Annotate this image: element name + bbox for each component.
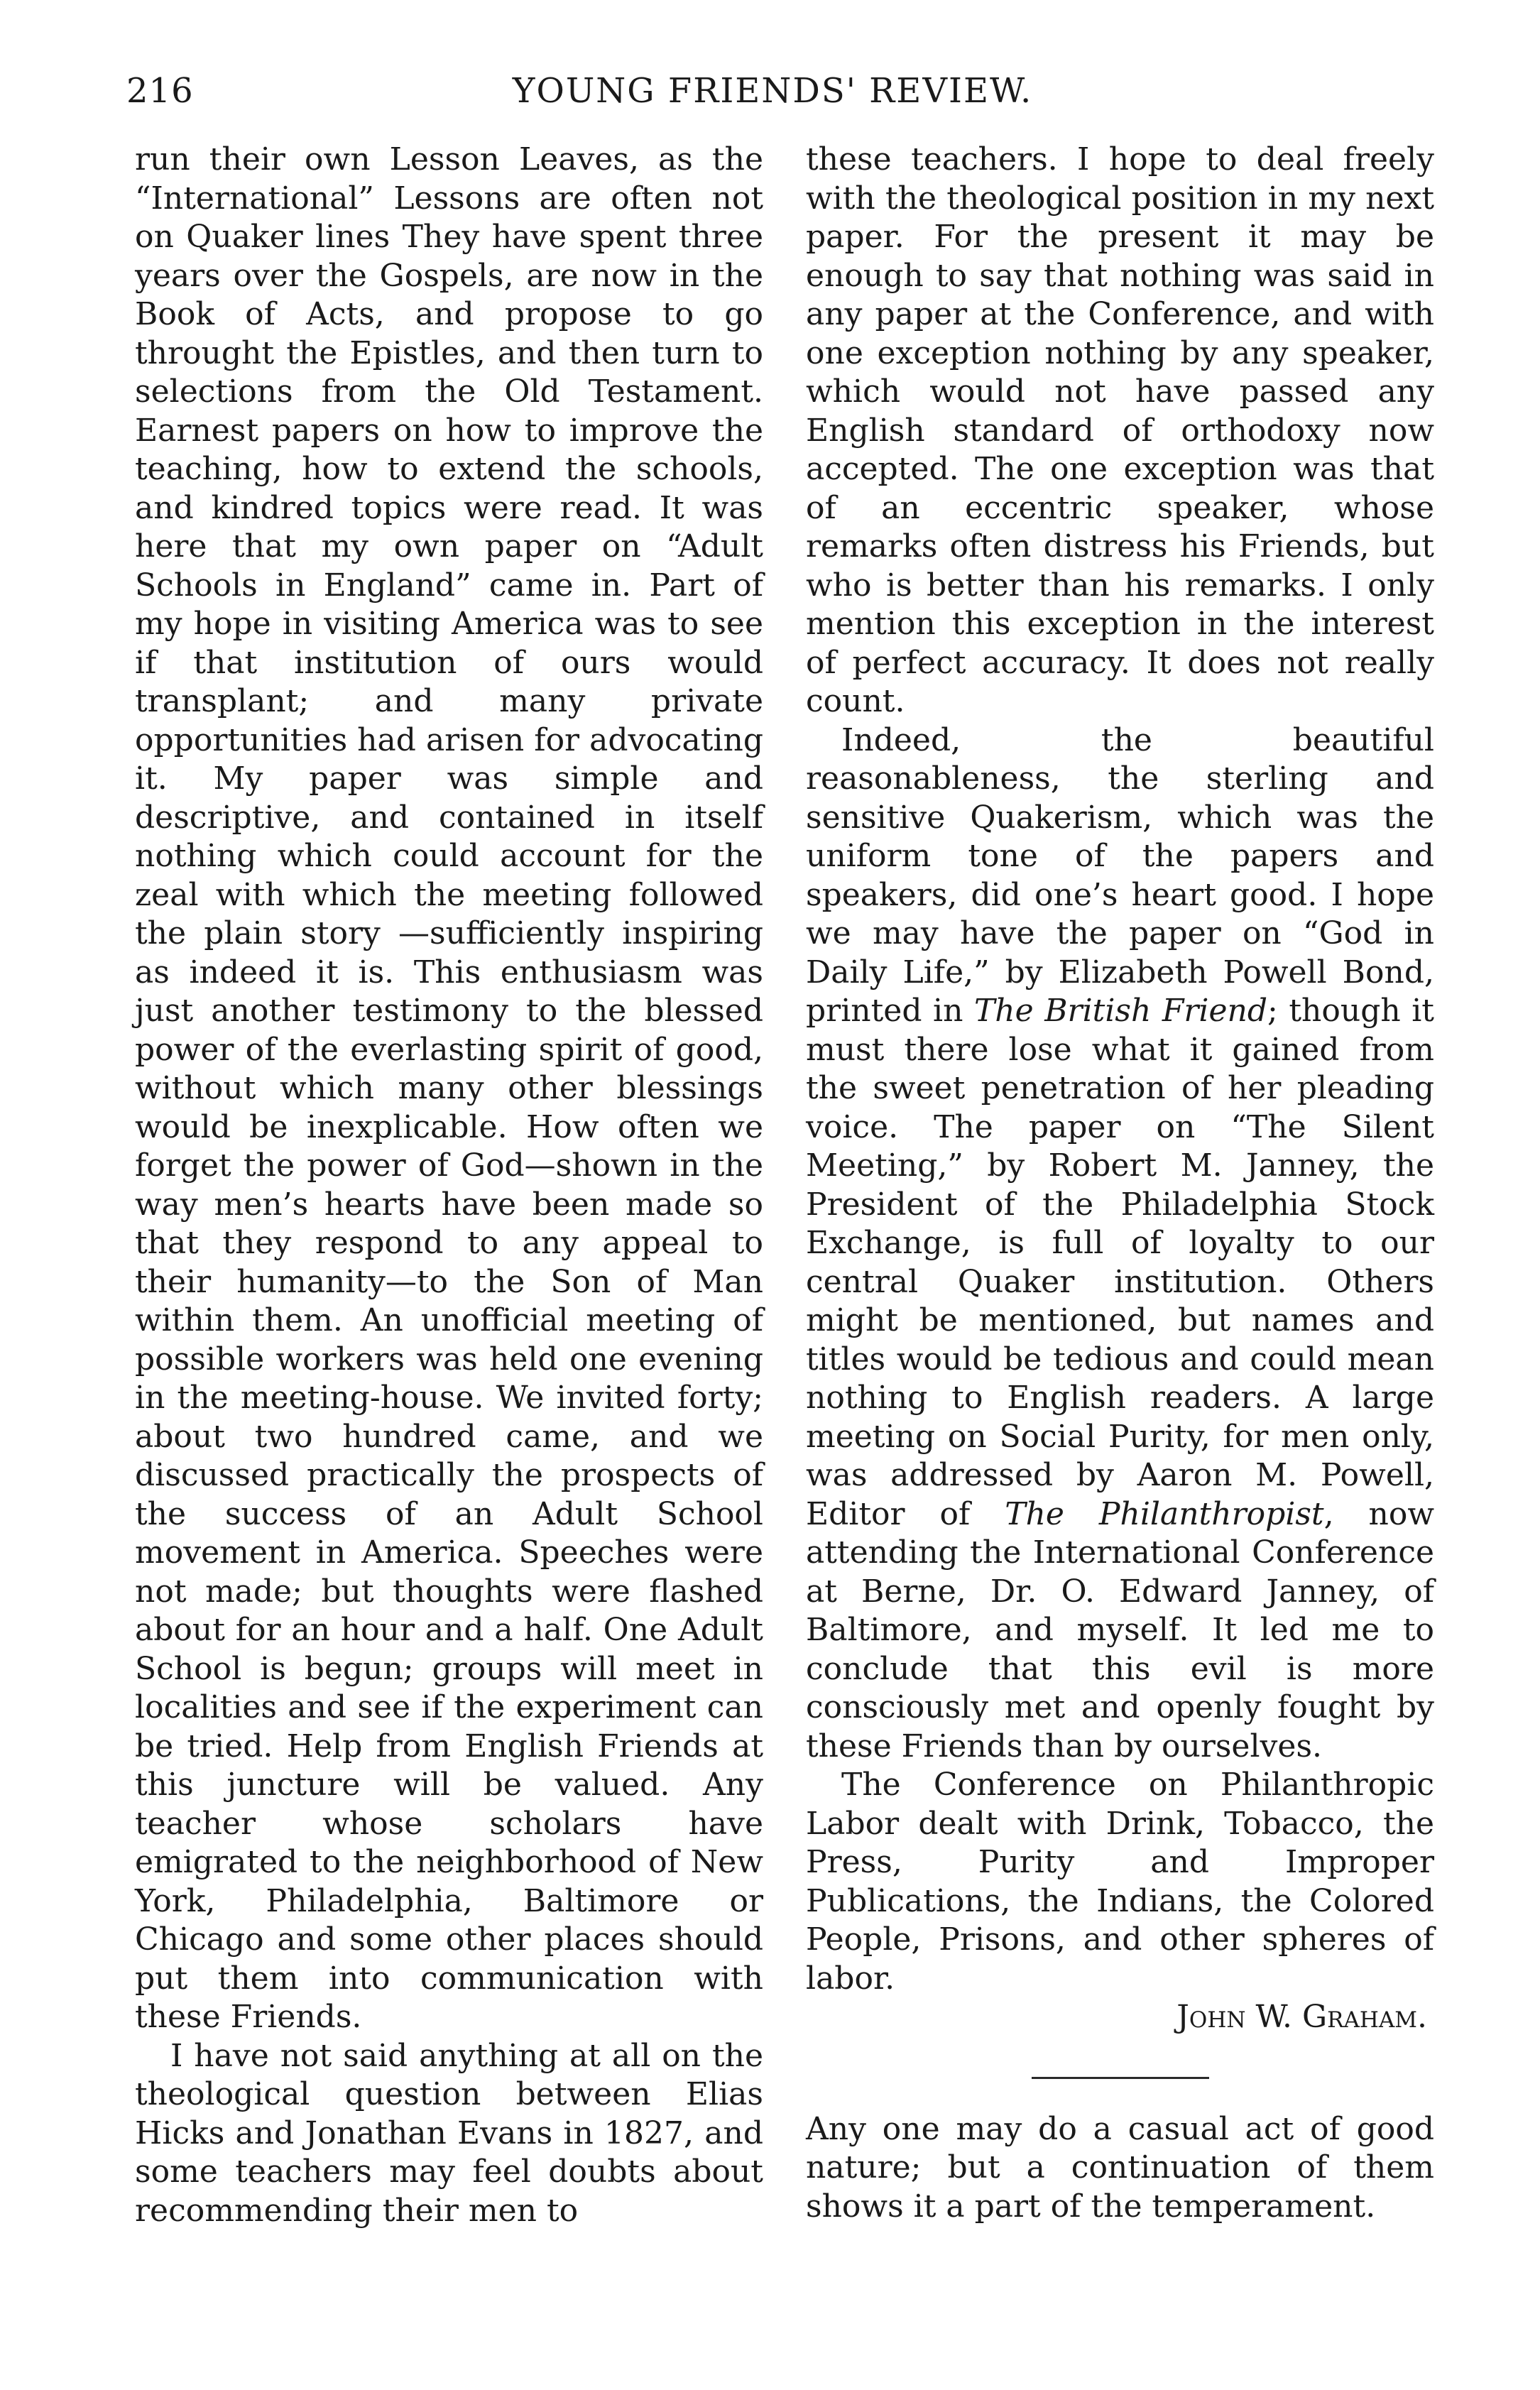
- closing-quote: Any one may do a casual act of good nature; but a continuation of them shows it a part of the temperament.: [806, 2110, 1434, 2225]
- running-title: YOUNG FRIENDS' REVIEW.: [512, 71, 1033, 111]
- right-paragraph-2: [806, 721, 1434, 1767]
- right-paragraph-2-text-c: , now attending the International Conference at Berne, Dr. O. Edward Janney, of Baltimore, and myself. It led me to conclude that this evil is more consciously met and openly fought by these Friends than by ourselves.: [806, 1495, 1435, 1764]
- publication-title-british-friend: The British Friend: [973, 993, 1268, 1029]
- right-paragraph-2-text-a: Indeed, the beautiful reasonableness, the sterling and sensitive Quakerism, which was the uniform tone of the papers and speakers, did one’s heart good. I hope we may have the paper on “God in Daily Life,” by Elizabeth Powell Bond, printed in: [806, 721, 1434, 1029]
- right-paragraph-2-text-b: ; though it must there lose what it gained from the sweet penetration of her pleading voice. The paper on “The Silent Meeting,” by Robert M. Janney, the President of the Philadelphia Stock Exchange, is full of loyalty to our central Quaker institution. Others might be mentioned, but names and titles would be tedious and could mean nothing to English readers. A large meeting on Social Purity, for men only, was addressed by Aaron M. Powell, Editor of: [806, 993, 1434, 1532]
- right-paragraph-1: these teachers. I hope to deal freely with the theological position in my next paper. For the present it may be enough to say that nothing was said in any paper at the Conference, and with one exception nothing by any speaker, which would not have passed any English standard of orthodoxy now accepted. The one exception was that of an eccentric speaker, whose remarks often distress his Friends, but who is better than his remarks. I only mention this exception in the interest of perfect accuracy. It does not really count.: [806, 141, 1434, 719]
- left-paragraph-1: run their own Lesson Leaves, as the “International” Lessons are often not on Quaker lines They have spent three years over the Gospels, are now in the Book of Acts, and propose to go throught the Epistles, and then turn to selections from the Old Testament. Earnest papers on how to improve the teaching, how to extend the schools, and kindred topics were read. It was here that my own paper on “Adult Schools in England” came in. Part of my hope in visiting America was to see if that institution of ours would transplant; and many private opportunities had arisen for advocating it. My paper was simple and descriptive, and contained in itself nothing which could account for the zeal with which the meeting followed the plain story —sufficiently inspiring as indeed it is. This enthusiasm was just another testimony to the blessed power of the everlasting spirit of good, without which many other blessings would be inexplicable. How often we forget the power of God—shown in the way men’s hearts have been made so that they respond to any appeal to their humanity—to the Son of Man within them. An unofficial meeting of possible workers was held one evening in the meeting-house. We invited forty; about two hundred came, and we discussed practically the prospects of the success of an Adult School movement in America. Speeches were not made; but thoughts were flashed about for an hour and a half. One Adult School is begun; groups will meet in localities and see if the experiment can be tried. Help from English Friends at this juncture will be valued. Any teacher whose scholars have emigrated to the neighborhood of New York, Philadelphia, Baltimore or Chicago and some other places should put them into communication with these Friends.: [135, 141, 763, 2035]
- left-paragraph-2: I have not said anything at all on the theological question between Elias Hicks and Jonathan Evans in 1827, and some teachers may feel doubts about recommending their men to: [135, 2037, 763, 2229]
- right-paragraph-3: The Conference on Philanthropic Labor dealt with Drink, Tobacco, the Press, Purity and Improper Publications, the Indians, the Colored People, Prisons, and other spheres of labor.: [806, 1767, 1434, 1997]
- author-signature: John W. Graham.: [1176, 1999, 1427, 2035]
- page-header: [126, 71, 1419, 128]
- page-number: 216: [126, 71, 194, 111]
- section-divider: [1032, 2077, 1209, 2079]
- left-column: [135, 141, 763, 2230]
- publication-title-philanthropist: The Philanthropist: [1005, 1495, 1324, 1532]
- right-column: [806, 141, 1434, 2226]
